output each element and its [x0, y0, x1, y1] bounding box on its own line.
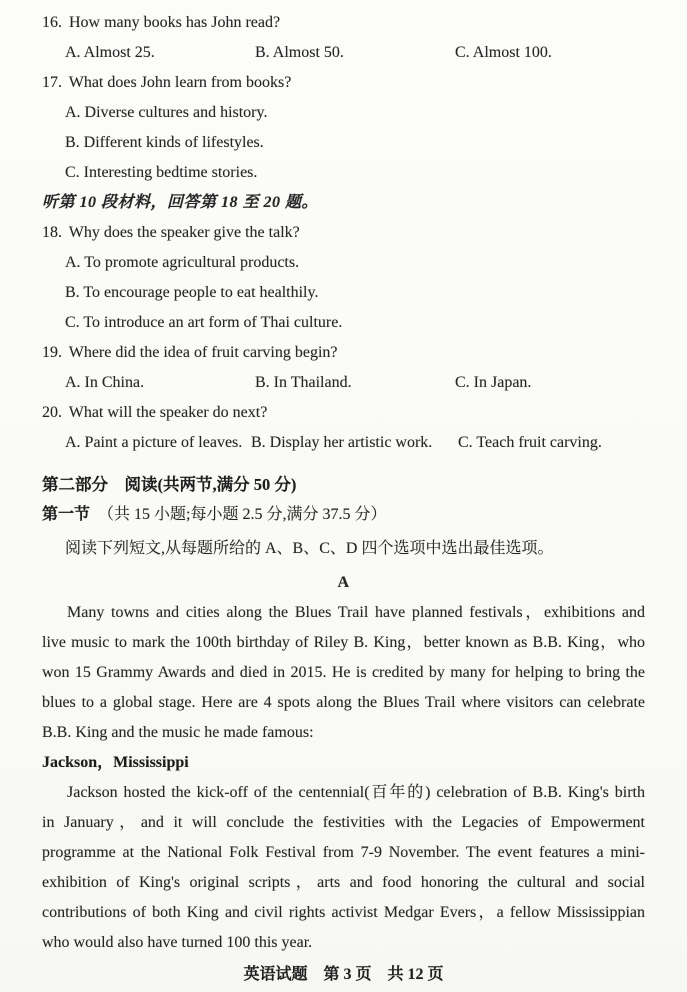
paragraph-line: Jackson hosted the kick-off of the centennial(百年的) celebration of B.B. King's birth [67, 784, 645, 801]
option-20-a: A. Paint a picture of leaves. [65, 434, 243, 451]
page-footer: 英语试题 第 3 页 共 12 页 [243, 966, 444, 983]
paragraph-line: blues to a global stage. Here are 4 spots along the Blues Trail where visitors can celebrate [42, 694, 645, 711]
question-19 [42, 338, 645, 368]
option-16-c: C. Almost 100. [455, 44, 552, 61]
question-17-text: What does John learn from books? [68, 74, 292, 91]
question-20-number: 20. [42, 404, 62, 421]
passage-label-a: A [337, 574, 350, 591]
paragraph-line: in January，and it will conclude the festivities with the Legacies of Empowerment [42, 814, 645, 831]
passage-subheading: Jackson，Mississippi [42, 754, 189, 771]
section-one-label: 第一节 [42, 506, 91, 523]
paragraph-line: who would also have turned 100 this year. [42, 934, 313, 951]
passage-paragraph-1 [42, 598, 645, 748]
section-one-header [42, 500, 645, 530]
paragraph-line: live music to mark the 100th birthday of Riley B. King，better known as B.B. King，who [42, 634, 645, 651]
option-17-a: A. Diverse cultures and history. [65, 104, 268, 121]
question-20 [42, 398, 645, 428]
option-19-c: C. In Japan. [455, 374, 532, 391]
option-19-a: A. In China. [65, 374, 145, 391]
option-18-c: C. To introduce an art form of Thai culture. [65, 314, 343, 331]
question-18 [42, 218, 645, 248]
option-18-b: B. To encourage people to eat healthily. [65, 284, 319, 301]
paragraph-line: programme at the National Folk Festival from 7-9 November. The event features a mini- [42, 844, 645, 861]
option-20-b: B. Display her artistic work. [251, 434, 433, 451]
question-19-number: 19. [42, 344, 62, 361]
question-18-number: 18. [42, 224, 62, 241]
paragraph-line: B.B. King and the music he made famous: [42, 724, 314, 741]
question-20-text: What will the speaker do next? [68, 404, 268, 421]
listening-material-note: 听第 10 段材料，回答第 18 至 20 题。 [42, 194, 319, 211]
option-19-b: B. In Thailand. [255, 374, 352, 391]
reading-instruction: 阅读下列短文,从每题所给的 A、B、C、D 四个选项中选出最佳选项。 [65, 540, 554, 557]
paragraph-line: contributions of both King and civil rights activist Medgar Evers，a fellow Mississippian [42, 904, 645, 921]
question-16 [42, 8, 645, 38]
passage-paragraph-2 [42, 778, 645, 958]
question-17-number: 17. [42, 74, 62, 91]
option-17-c: C. Interesting bedtime stories. [65, 164, 258, 181]
question-20-options [42, 428, 645, 458]
section-one-detail: （共 15 小题;每小题 2.5 分,满分 37.5 分） [90, 506, 387, 523]
option-18-a: A. To promote agricultural products. [65, 254, 300, 271]
option-16-a: A. Almost 25. [65, 44, 155, 61]
option-20-c: C. Teach fruit carving. [458, 434, 602, 451]
question-19-options [42, 368, 645, 398]
paragraph-line: exhibition of King's original scripts，arts and food honoring the cultural and social [42, 874, 645, 891]
paragraph-line: Many towns and cities along the Blues Trail have planned festivals，exhibitions and [67, 604, 645, 621]
question-17 [42, 68, 645, 98]
option-17-b: B. Different kinds of lifestyles. [65, 134, 264, 151]
question-16-options [42, 38, 645, 68]
question-18-text: Why does the speaker give the talk? [68, 224, 300, 241]
question-19-text: Where did the idea of fruit carving begin? [68, 344, 338, 361]
paragraph-line: won 15 Grammy Awards and died in 2015. He is credited by many for helping to bring the [42, 664, 645, 681]
question-16-text: How many books has John read? [69, 14, 281, 31]
option-16-b: B. Almost 50. [255, 44, 344, 61]
question-16-number: 16. [42, 14, 62, 31]
part-two-header: 第二部分 阅读(共两节,满分 50 分) [42, 475, 297, 494]
